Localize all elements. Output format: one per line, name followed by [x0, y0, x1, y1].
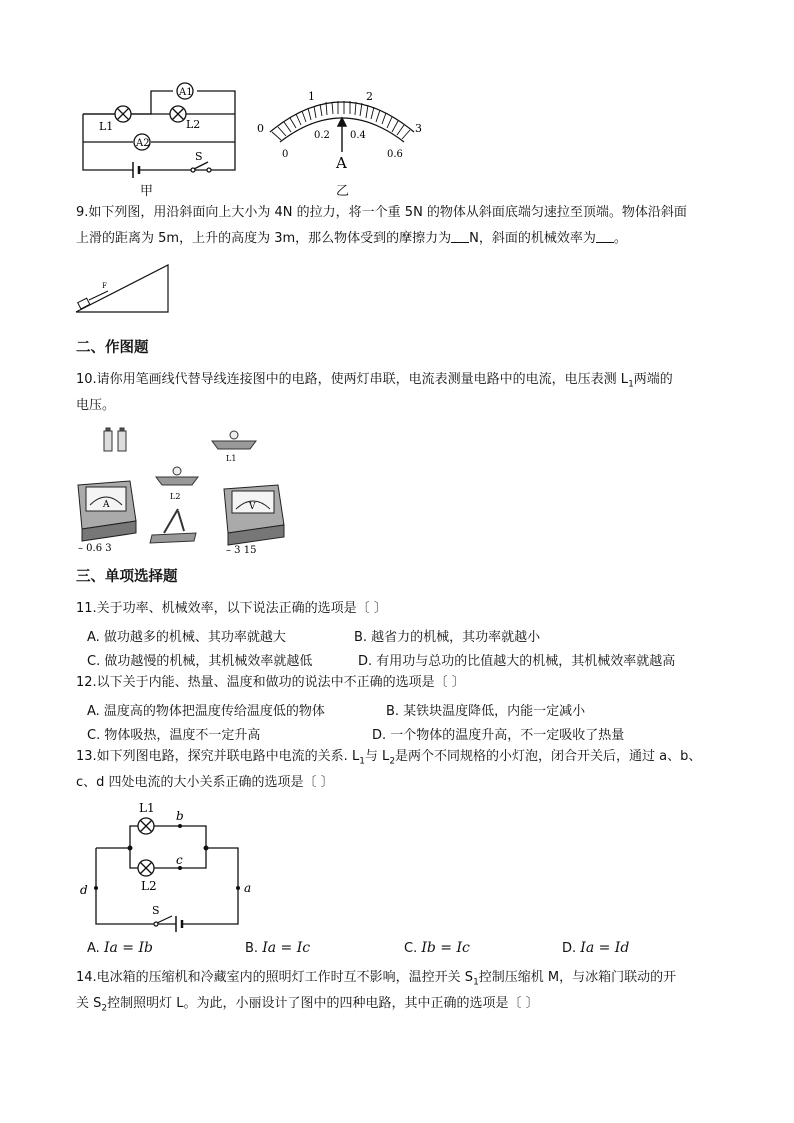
lower-tick-06: 0.6 [387, 149, 403, 160]
voltmeter-terminals: – 3 15 [226, 545, 257, 555]
ammeter-unit-label: A [103, 500, 110, 510]
lower-tick-02: 0.2 [314, 130, 330, 141]
q13-line1: 13.如下列图电路，探究并联电路中电流的关系. $L_1$与 $L_2$是两个不同规格的小灯泡，闭合开关后，通过 a、b、 [76, 749, 702, 767]
q13-circuit-figure [76, 796, 266, 932]
upper-tick-3: 3 [415, 122, 422, 135]
ammeter-unit: A [336, 154, 347, 172]
q11-option-d[interactable]: D. 有用功与总功的比值越大的机械，其机械效率就越高 [358, 654, 676, 669]
q10-l2-label: L2 [170, 492, 181, 501]
q13-option-a[interactable]: A. Ia = Ib [87, 940, 153, 956]
l1-label: L1 [99, 120, 114, 133]
ammeter-scale-figure [252, 82, 432, 182]
q13-c-label: c [176, 853, 183, 867]
q9-line2: 上滑的距离为 5m，上升的高度为 3m，那么物体受到的摩擦力为 N，斜面的机械效率为 。 [76, 231, 627, 246]
q12-option-d[interactable]: D. 一个物体的温度升高，不一定吸收了热量 [372, 728, 625, 743]
q11-option-c[interactable]: C. 做功越慢的机械，其机械效率就越低 [87, 654, 313, 669]
q12-option-b[interactable]: B. 某铁块温度降低，内能一定减小 [386, 704, 586, 719]
q14-line1: 14.电冰箱的压缩机和冷藏室内的照明灯工作时互不影响，温控开关 $S_1$控制压缩机 M，与冰箱门联动的开 [76, 970, 677, 988]
q13-a-label: a [244, 881, 252, 895]
q13-s-label: S [152, 904, 160, 917]
q12-option-c[interactable]: C. 物体吸热，温度不一定升高 [87, 728, 261, 743]
fig-label-jia: 甲 [140, 184, 154, 199]
q11-option-a[interactable]: A. 做功越多的机械、其功率就越大 [87, 630, 286, 645]
q13-l2-label: L2 [141, 879, 157, 893]
lower-tick-04: 0.4 [350, 130, 366, 141]
upper-tick-2: 2 [366, 90, 373, 103]
lower-tick-0: 0 [282, 149, 289, 160]
q10-line1: 10.请你用笔画线代替导线连接图中的电路，使两灯串联，电流表测量电路中的电流，电压表测 $L_1$两端的 [76, 372, 673, 390]
a2-label: A2 [136, 138, 150, 149]
force-label: F [102, 282, 107, 290]
upper-tick-1: 1 [308, 90, 315, 103]
q13-l1-label: L1 [139, 801, 155, 815]
q13-b-label: b [176, 809, 184, 823]
q13-line2: c、d 四处电流的大小关系正确的选项是〔 〕 [76, 775, 334, 790]
q13-option-d[interactable]: D. Ia = Id [562, 940, 630, 956]
q11-option-b[interactable]: B. 越省力的机械，其功率就越小 [354, 630, 541, 645]
q14-line2: 关 $S_2$控制照明灯 L。为此，小丽设计了图中的四种电路，其中正确的选项是〔 〕 [76, 996, 539, 1014]
q11-stem: 11.关于功率、机械效率，以下说法正确的选项是〔 〕 [76, 601, 387, 616]
ammeter-terminals: – 0.6 3 [78, 543, 112, 554]
q10-components-figure [74, 425, 294, 555]
voltmeter-unit-label: V [249, 502, 256, 512]
circuit-jia-figure [75, 82, 245, 182]
q10-l1-label: L1 [226, 454, 237, 463]
upper-tick-0: 0 [257, 122, 264, 135]
incline-figure [74, 262, 174, 318]
q13-d-label: d [80, 883, 88, 897]
q13-option-b[interactable]: B. Ia = Ic [245, 940, 311, 956]
section-2-title: 二、作图题 [76, 340, 149, 356]
section-3-title: 三、单项选择题 [76, 569, 178, 585]
a1-label: A1 [179, 87, 193, 98]
q12-stem: 12.以下关于内能、热量、温度和做功的说法中不正确的选项是〔 〕 [76, 675, 465, 690]
q13-option-c[interactable]: C. Ib = Ic [404, 940, 470, 956]
s-label: S [195, 150, 203, 163]
q10-line2: 电压。 [76, 398, 116, 413]
l2-label: L2 [186, 118, 201, 131]
q12-option-a[interactable]: A. 温度高的物体把温度传给温度低的物体 [87, 704, 325, 719]
fig-label-yi: 乙 [336, 184, 350, 199]
q9-line1: 9.如下列图，用沿斜面向上大小为 4N 的拉力，将一个重 5N 的物体从斜面底端匀速拉至顶端。物体沿斜面 [76, 205, 687, 220]
